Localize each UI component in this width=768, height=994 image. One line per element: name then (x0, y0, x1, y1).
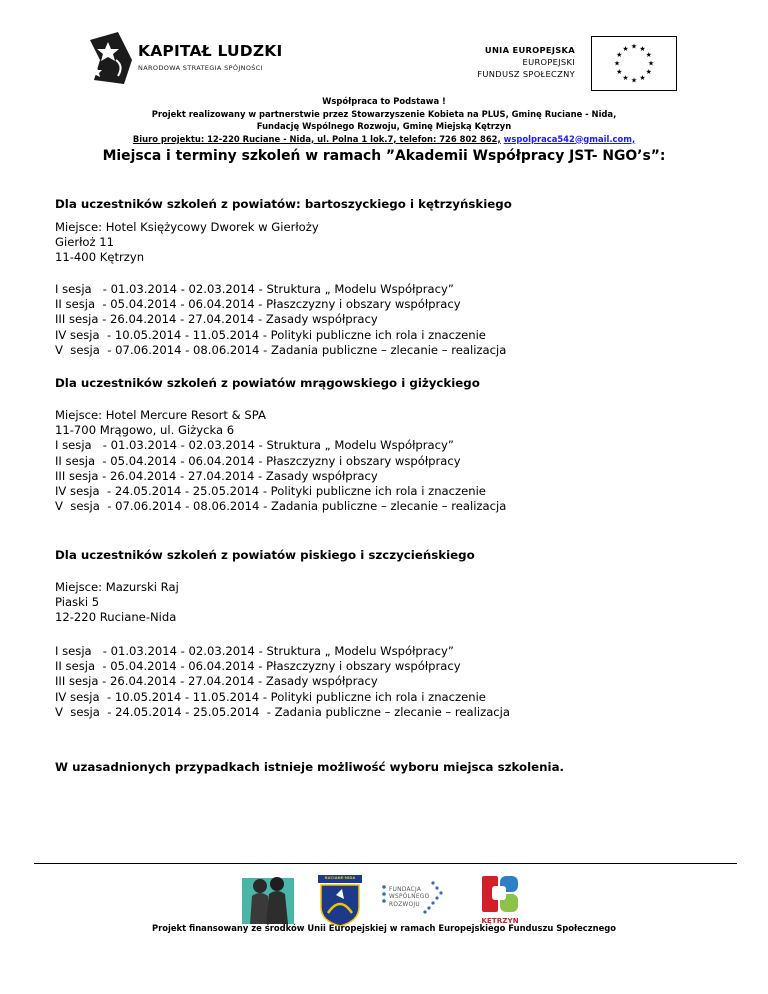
session-line: IV sesja - 10.05.2014 - 11.05.2014 - Polityki publiczne ich rola i znaczenie (55, 327, 486, 342)
place-line: Miejsce: Hotel Księżycowy Dworek w Gierłoży (55, 220, 319, 234)
session-line: V sesja - 07.06.2014 - 08.06.2014 - Zadania publiczne – zlecanie – realizacja (55, 499, 507, 514)
session-line: I sesja - 01.03.2014 - 02.03.2014 - Struktura „ Modelu Współpracy” (55, 438, 454, 453)
session-line: II sesja - 05.04.2014 - 06.04.2014 - Płaszczyzny i obszary współpracy (55, 297, 461, 312)
eu-star-icon: ★ (645, 68, 652, 76)
partnership-line-2: Fundację Wspólnego Rozwoju, Gminę Miejską Kętrzyn (256, 121, 512, 131)
session-line: V sesja - 07.06.2014 - 08.06.2014 - Zadania publiczne – zlecanie – realizacja (55, 342, 507, 357)
eu-star-icon: ★ (616, 68, 623, 76)
eu-flag-icon (591, 36, 677, 91)
place-line: Miejsce: Hotel Mercure Resort & SPA (55, 408, 266, 422)
document-title: Miejsca i terminy szkoleń w ramach ”Akademii Współpracy JST- NGO’s”: (102, 148, 666, 164)
section-3-sessions (55, 644, 510, 720)
eu-star-icon: ★ (639, 74, 646, 83)
place-line: Gierłoż 11 (55, 235, 115, 250)
eu-star-icon: ★ (630, 76, 638, 85)
kapital-ludzki-emblem-icon (88, 30, 134, 86)
place-line: 12-220 Ruciane-Nida (55, 610, 177, 625)
kapital-ludzki-subtitle: NARODOWA STRATEGIA SPÓJNOŚCI (138, 64, 263, 72)
session-line: II sesja - 05.04.2014 - 06.04.2014 - Płaszczyzny i obszary współpracy (55, 453, 461, 468)
place-line: Piaski 5 (55, 595, 100, 610)
footer-divider (34, 863, 737, 864)
eu-line-2: EUROPEJSKI (522, 57, 575, 67)
place-line: Miejsce: Mazurski Raj (55, 580, 179, 594)
kapital-ludzki-title: KAPITAŁ LUDZKI (138, 42, 283, 60)
eu-star-icon: ★ (613, 59, 621, 68)
ketrzyn-logo (476, 872, 524, 926)
partnership-line-1: Projekt realizowany w partnerstwie przez Stowarzyszenie Kobieta na PLUS, Gminę Ruciane - Nida, (151, 108, 617, 119)
section-2-place (55, 408, 506, 514)
section-1-place (55, 220, 319, 266)
session-line: III sesja - 26.04.2014 - 27.04.2014 - Zasady współpracy (55, 674, 378, 689)
ruciane-nida-logo-text: RUCIANE-NIDA (324, 876, 356, 880)
eu-star-icon: ★ (645, 51, 652, 59)
eu-star-icon: ★ (630, 42, 638, 51)
office-address: Biuro projektu: 12-220 Ruciane - Nida, ul. Polna 1 lok.7, telefon: 726 802 862, (132, 133, 501, 144)
session-line: II sesja - 05.04.2014 - 06.04.2014 - Płaszczyzny i obszary współpracy (55, 659, 461, 674)
fundacja-line-2: WSPÓLNEGO (389, 894, 430, 901)
place-line: 11-700 Mrągowo, ul. Giżycka 6 (55, 423, 235, 438)
section-3-place (55, 580, 179, 626)
section-1-sessions (55, 282, 506, 358)
session-line: III sesja - 26.04.2014 - 27.04.2014 - Zasady współpracy (55, 468, 378, 483)
session-line: I sesja - 01.03.2014 - 02.03.2014 - Struktura „ Modelu Współpracy” (55, 282, 454, 296)
fundacja-text (389, 887, 429, 909)
office-contact (0, 133, 768, 146)
eu-star-icon: ★ (622, 74, 629, 83)
eu-star-icon: ★ (622, 44, 629, 53)
place-line: 11-400 Kętrzyn (55, 250, 145, 265)
ketrzyn-emblem-icon (476, 872, 524, 916)
eu-star-icon: ★ (616, 51, 623, 59)
ruciane-nida-logo (318, 875, 362, 927)
project-name: Współpraca to Podstawa ! (322, 96, 446, 106)
eu-fund-label (477, 44, 575, 80)
eu-star-icon: ★ (647, 59, 655, 68)
office-email-link[interactable]: wspolpraca542@gmail.com, (503, 133, 636, 144)
final-note: W uzasadnionych przypadkach istnieje możliwość wyboru miejsca szkolenia. (55, 760, 565, 774)
eu-star-icon: ★ (639, 44, 646, 53)
session-line: IV sesja - 24.05.2014 - 25.05.2014 - Polityki publiczne ich rola i znaczenie (55, 484, 486, 499)
kobieta-na-plus-logo-icon (242, 874, 294, 924)
session-line: V sesja - 24.05.2014 - 25.05.2014 - Zadania publiczne – zlecanie – realizacja (55, 704, 510, 719)
eu-line-3: FUNDUSZ SPOŁECZNY (477, 69, 575, 79)
section-3-heading: Dla uczestników szkoleń z powiatów piskiego i szczycieńskiego (55, 548, 475, 562)
kapital-ludzki-logo (88, 30, 288, 86)
ketrzyn-label: KĘTRZYN (481, 916, 519, 925)
fundacja-wspolnego-rozwoju-logo (381, 879, 451, 917)
section-2-heading: Dla uczestników szkoleń z powiatów mrągowskiego i giżyckiego (55, 376, 480, 390)
session-line: I sesja - 01.03.2014 - 02.03.2014 - Struktura „ Modelu Współpracy” (55, 644, 454, 658)
session-line: III sesja - 26.04.2014 - 27.04.2014 - Zasady współpracy (55, 312, 378, 327)
project-header (0, 95, 768, 145)
eu-line-1: UNIA EUROPEJSKA (484, 45, 575, 55)
fundacja-line-3: ROZWOJU (389, 901, 420, 908)
session-line: IV sesja - 10.05.2014 - 11.05.2014 - Polityki publiczne ich rola i znaczenie (55, 689, 486, 704)
fundacja-line-1: FUNDACJA (389, 887, 422, 893)
ruciane-nida-crest-icon (318, 875, 362, 927)
section-1-heading: Dla uczestników szkoleń z powiatów: bartoszyckiego i kętrzyńskiego (55, 197, 512, 211)
funding-note: Projekt finansowany ze środków Unii Europejskiej w ramach Europejskiego Funduszu Społecznego (151, 923, 617, 933)
